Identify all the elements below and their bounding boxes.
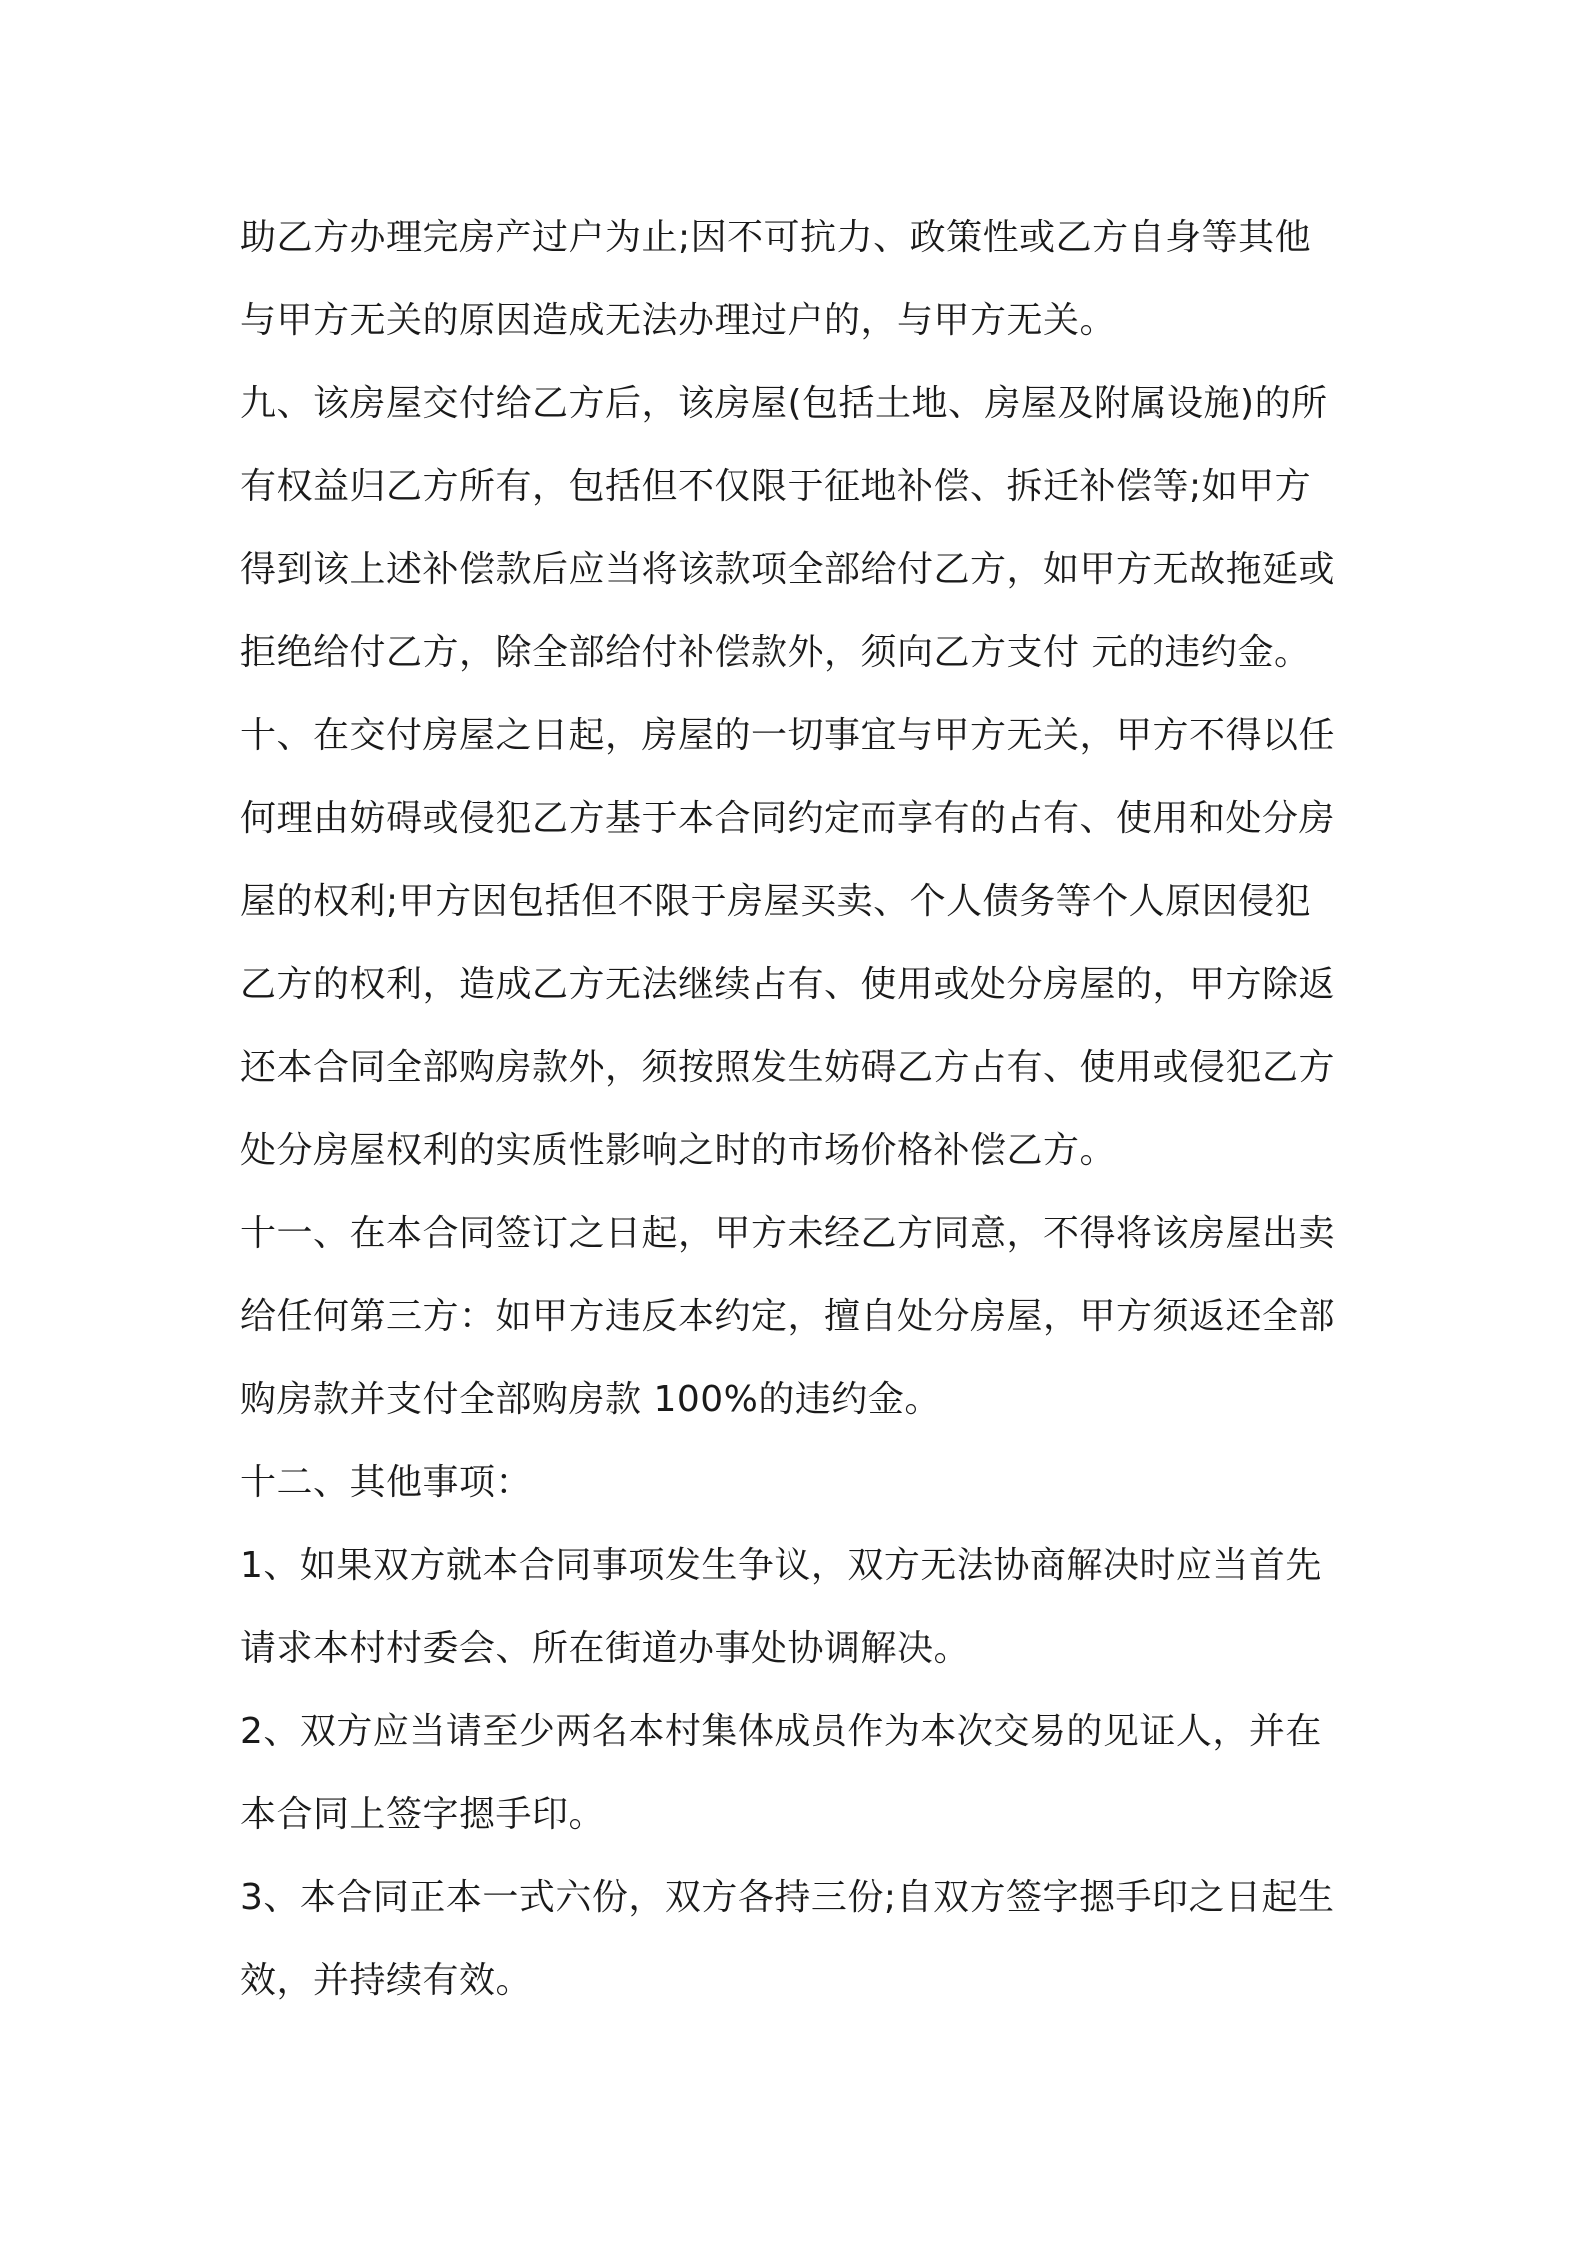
document-body: [240, 196, 1360, 2022]
clause-11-line-2: 给任何第三方：如甲方违反本约定，擅自处分房屋，甲方须返还全部: [240, 1296, 1336, 1337]
clause-10-line-4: 乙方的权利，造成乙方无法继续占有、使用或处分房屋的，甲方除返: [240, 964, 1336, 1005]
clause-10-line-6: 处分房屋权利的实质性影响之时的市场价格补偿乙方。: [240, 1130, 1117, 1171]
clause-10-line-5: 还本合同全部购房款外，须按照发生妨碍乙方占有、使用或侵犯乙方: [240, 1047, 1336, 1088]
item-1-line-1: 1、如果双方就本合同事项发生争议，双方无法协商解决时应当首先: [240, 1545, 1322, 1586]
clause-10-line-3: 屋的权利;甲方因包括但不限于房屋买卖、个人债务等个人原因侵犯: [240, 881, 1312, 922]
item-1-line-2: 请求本村村委会、所在街道办事处协调解决。: [240, 1628, 971, 1669]
clause-9-line-2: 有权益归乙方所有，包括但不仅限于征地补偿、拆迁补偿等;如甲方: [240, 466, 1312, 507]
clause-10-line-2: 何理由妨碍或侵犯乙方基于本合同约定而享有的占有、使用和处分房: [240, 798, 1336, 839]
clause-9-line-3: 得到该上述补偿款后应当将该款项全部给付乙方，如甲方无故拖延或: [240, 549, 1336, 590]
item-2-line-2: 本合同上签字摁手印。: [240, 1794, 606, 1835]
clause-10-line-1: 十、在交付房屋之日起，房屋的一切事宜与甲方无关，甲方不得以任: [240, 715, 1336, 756]
item-3-line-2: 效，并持续有效。: [240, 1960, 533, 2001]
clause-11-line-3: 购房款并支付全部购房款 100%的违约金。: [240, 1379, 941, 1420]
text-line-2: 与甲方无关的原因造成无法办理过户的，与甲方无关。: [240, 300, 1117, 341]
clause-9-line-4: 拒绝给付乙方，除全部给付补偿款外，须向乙方支付 元的违约金。: [240, 632, 1311, 673]
text-line-1: 助乙方办理完房产过户为止;因不可抗力、政策性或乙方自身等其他: [240, 217, 1312, 258]
item-2-line-1: 2、双方应当请至少两名本村集体成员作为本次交易的见证人，并在: [240, 1711, 1322, 1752]
item-3-line-1: 3、本合同正本一式六份，双方各持三份;自双方签字摁手印之日起生: [240, 1877, 1335, 1918]
clause-12-heading: 十二、其他事项：: [240, 1462, 533, 1503]
clause-9-line-1: 九、该房屋交付给乙方后，该房屋(包括土地、房屋及附属设施)的所: [240, 383, 1328, 424]
clause-11-line-1: 十一、在本合同签订之日起，甲方未经乙方同意，不得将该房屋出卖: [240, 1213, 1336, 1254]
